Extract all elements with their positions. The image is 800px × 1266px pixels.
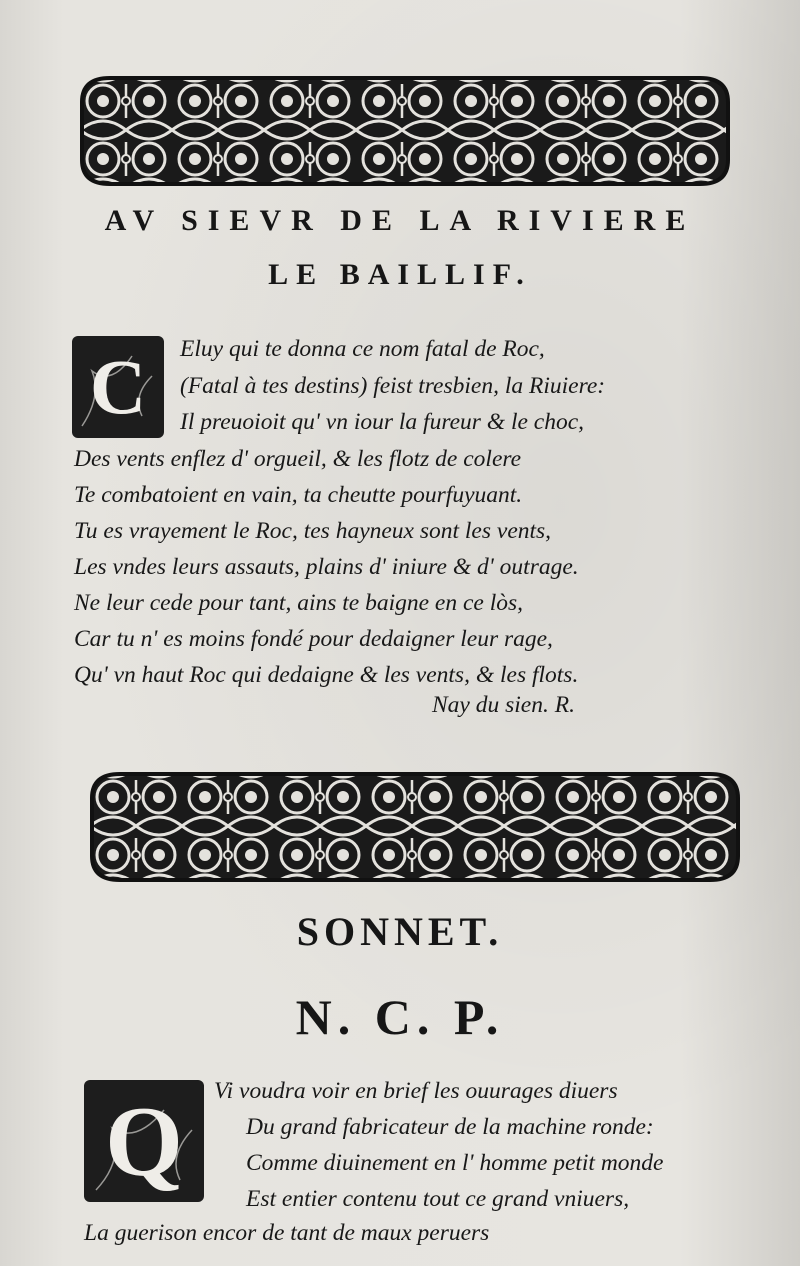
decorated-initial-q — [84, 1080, 204, 1202]
verse-line: Car tu n' es moins fondé pour dedaigner leur rage, — [74, 626, 553, 652]
verse-line: Vi voudra voir en brief les ouurages diuers — [214, 1078, 618, 1104]
verse-line: Du grand fabricateur de la machine ronde: — [246, 1114, 654, 1140]
verse-line: Te combatoient en vain, ta cheutte pourfuyuant. — [74, 482, 523, 508]
verse-line: Eluy qui te donna ce nom fatal de Roc, — [180, 336, 545, 362]
dedication-title-line1: AV SIEVR DE LA RIVIERE — [104, 204, 696, 237]
dedication-title-line2: LE BAILLIF. — [268, 258, 532, 291]
verse-line: Ne leur cede pour tant, ains te baigne en ce lòs, — [74, 590, 524, 616]
middle-ornament-band — [90, 768, 740, 886]
sonnet-title: SONNET. — [296, 909, 504, 954]
verse-line: Comme diuinement en l' homme petit monde — [246, 1150, 664, 1176]
initial-letter: C — [89, 343, 147, 430]
verse-line: Tu es vrayement le Roc, tes hayneux sont les vents, — [74, 518, 552, 544]
decorated-initial-c — [72, 336, 164, 438]
verse-line: Est entier contenu tout ce grand vniuers, — [246, 1186, 630, 1212]
sonnet-author: N. C. P. — [295, 989, 505, 1045]
verse-line: Qu' vn haut Roc qui dedaigne & les vents, & les flots. — [74, 662, 579, 688]
signature: Nay du sien. R. — [432, 692, 575, 718]
initial-letter: Q — [105, 1085, 183, 1197]
verse-line: Des vents enflez d' orgueil, & les flotz de colere — [74, 446, 522, 472]
verse-line: Les vndes leurs assauts, plains d' iniure & d' outrage. — [74, 554, 579, 580]
verse-line: Il preuoioit qu' vn iour la fureur & le choc, — [180, 409, 585, 435]
verse-line: (Fatal à tes destins) feist tresbien, la Riuiere: — [180, 373, 606, 399]
verse-line: La guerison encor de tant de maux peruers — [84, 1220, 490, 1246]
top-ornament-band — [80, 72, 730, 190]
